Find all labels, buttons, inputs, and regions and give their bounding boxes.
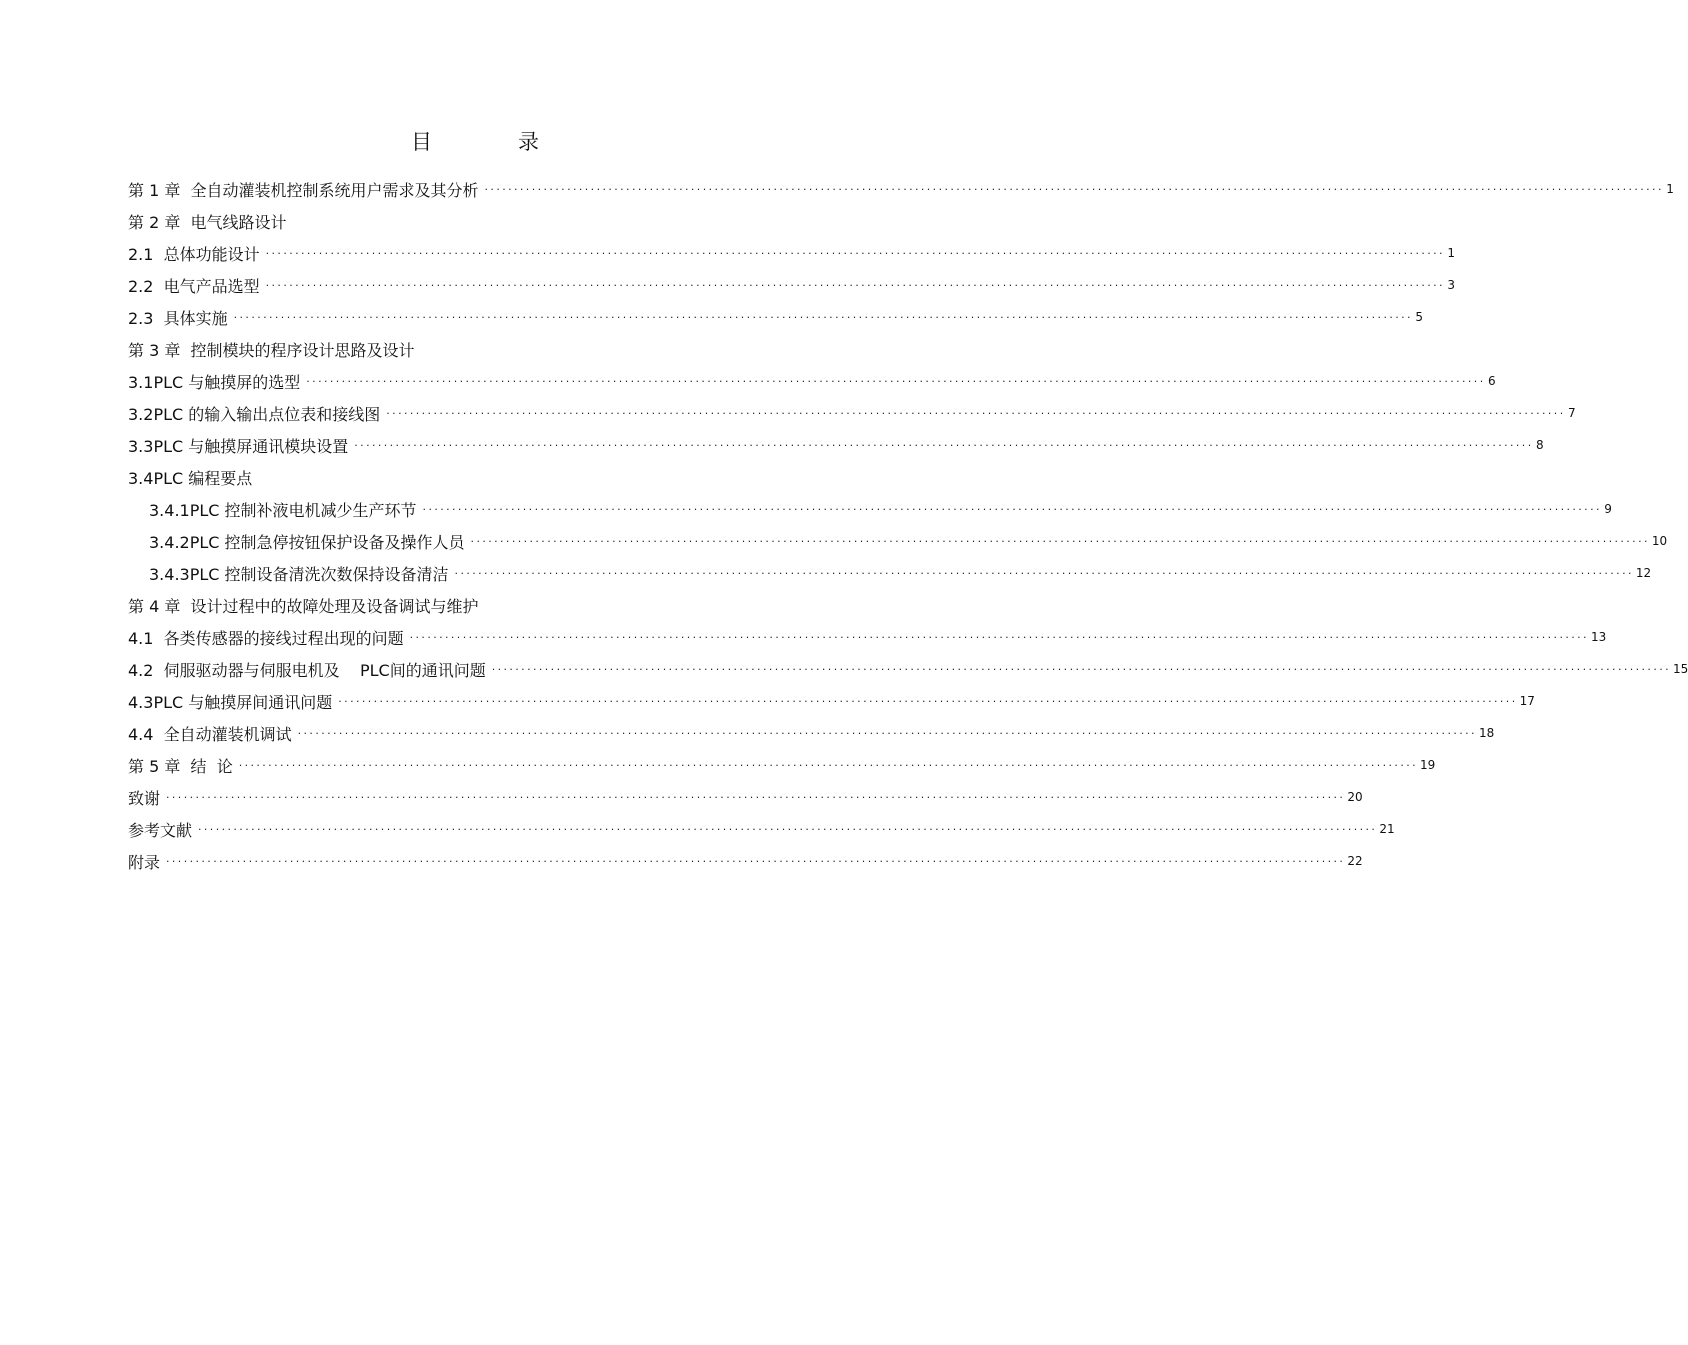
toc-entry-label: 参考文献 [128, 820, 193, 840]
toc-leader-dots: ········································································································································································································ [166, 790, 1346, 804]
toc-entry-label: 第 5 章 结 论 [128, 756, 233, 776]
toc-leader-dots: ········································································································································································································ [265, 246, 1445, 260]
toc-entry[interactable] [128, 653, 1688, 685]
toc-entry-label: 致谢 [128, 788, 161, 808]
toc-entry[interactable] [128, 717, 1495, 749]
toc-entry[interactable] [128, 461, 846, 493]
toc-leader-dots: ········································································································································································································ [354, 438, 1534, 452]
toc-leader-dots: ········································································································································································································ [409, 630, 1589, 644]
toc-leader-dots: ········································································································································································································ [297, 726, 1477, 740]
toc-entry-page-number: 13 [1590, 630, 1607, 644]
toc-entry-page-number: 10 [1651, 534, 1668, 548]
toc-entry[interactable] [128, 557, 1652, 589]
toc-entry-label: 4.2 伺服驱动器与伺服电机及 PLC间的通讯问题 [128, 660, 486, 680]
toc-entry-label: 2.2 电气产品选型 [128, 276, 260, 296]
page-title [0, 126, 950, 156]
toc-entry-page-number: 5 [1415, 310, 1423, 324]
toc-entry-label: 3.4.3PLC 控制设备清洗次数保持设备清洁 [149, 564, 449, 584]
toc-entry[interactable] [128, 301, 1423, 333]
toc-entry-page-number: 1 [1666, 182, 1674, 196]
toc-entry-page-number: 3 [1447, 278, 1455, 292]
toc-entry-page-number: 1 [1447, 246, 1455, 260]
toc-entry-page-number: 22 [1347, 854, 1363, 868]
toc-entry-page-number: 17 [1519, 694, 1535, 708]
toc-entry[interactable] [128, 173, 1674, 205]
toc-entry-label: 2.1 总体功能设计 [128, 244, 260, 264]
toc-entry-label: 3.4.2PLC 控制急停按钮保护设备及操作人员 [149, 532, 465, 552]
toc-entry-page-number: 12 [1635, 566, 1652, 580]
toc-leader-dots: ········································································································································································································ [265, 278, 1445, 292]
toc-entry-label: 3.4.1PLC 控制补液电机减少生产环节 [149, 500, 417, 520]
toc-entry[interactable] [128, 429, 1544, 461]
toc-entry[interactable] [128, 845, 1363, 877]
toc-entry-page-number: 9 [1604, 502, 1612, 516]
toc-entry-page-number: 18 [1478, 726, 1495, 740]
toc-leader-dots: ········································································································································································································ [422, 502, 1602, 516]
toc-entry-page-number: 19 [1420, 758, 1436, 772]
toc-leader-dots: ········································································································································································································ [306, 374, 1486, 388]
toc-entry-label: 3.3PLC 与触摸屏通讯模块设置 [128, 436, 349, 456]
toc-entry[interactable] [128, 813, 1395, 845]
toc-entry[interactable] [128, 205, 846, 237]
toc-entry[interactable] [128, 781, 1363, 813]
title-right-char: 录 [518, 130, 539, 154]
toc-leader-dots: ········································································································································································································ [454, 566, 1634, 580]
toc-entry[interactable] [128, 493, 1612, 525]
toc-entry[interactable] [128, 621, 1607, 653]
toc-entry[interactable] [128, 397, 1576, 429]
toc-entry-label: 第 4 章 设计过程中的故障处理及设备调试与维护 [128, 596, 479, 616]
toc-entry-page-number: 6 [1487, 374, 1496, 388]
toc-entry-label: 第 1 章 全自动灌装机控制系统用户需求及其分析 [128, 180, 479, 200]
toc-entry-page-number: 8 [1535, 438, 1544, 452]
toc-entry[interactable] [128, 749, 1436, 781]
toc-entry-label: 4.3PLC 与触摸屏间通讯问题 [128, 692, 333, 712]
toc-entry-page-number: 15 [1673, 662, 1688, 676]
toc-entry-label: 3.2PLC 的输入输出点位表和接线图 [128, 404, 381, 424]
toc-entry-page-number: 21 [1379, 822, 1395, 836]
toc-entry[interactable] [128, 237, 1455, 269]
toc-entry-label: 4.4 全自动灌装机调试 [128, 724, 292, 744]
toc-leader-dots: ········································································································································································································ [166, 854, 1346, 868]
toc-entry-page-number: 7 [1567, 406, 1576, 420]
toc-entry[interactable] [128, 269, 1455, 301]
toc-entry[interactable] [128, 333, 846, 365]
toc-leader-dots: ········································································································································································································ [470, 534, 1650, 548]
toc-leader-dots: ········································································································································································································ [238, 758, 1419, 772]
toc-entry-label: 3.1PLC 与触摸屏的选型 [128, 372, 301, 392]
toc-entry-label: 第 2 章 电气线路设计 [128, 212, 287, 232]
toc-entry[interactable] [128, 365, 1496, 397]
title-left-char: 目 [411, 130, 432, 154]
toc-entry[interactable] [128, 525, 1668, 557]
toc-entry-label: 4.1 各类传感器的接线过程出现的问题 [128, 628, 404, 648]
toc-leader-dots: ········································································································································································································ [338, 694, 1518, 708]
toc-leader-dots: ········································································································································································································ [386, 406, 1566, 420]
toc-leader-dots: ········································································································································································································ [491, 662, 1672, 676]
toc-entry-label: 2.3 具体实施 [128, 308, 228, 328]
toc-entry[interactable] [128, 589, 846, 621]
toc-leader-dots: ········································································································································································································ [198, 822, 1378, 836]
toc-entry-label: 附录 [128, 852, 161, 872]
toc-entry[interactable] [128, 685, 1535, 717]
toc-entry-label: 3.4PLC 编程要点 [128, 468, 253, 488]
table-of-contents [128, 173, 1688, 877]
toc-leader-dots: ········································································································································································································ [484, 182, 1664, 196]
toc-leader-dots: ········································································································································································································ [233, 310, 1413, 324]
toc-entry-label: 第 3 章 控制模块的程序设计思路及设计 [128, 340, 415, 360]
toc-entry-page-number: 20 [1347, 790, 1363, 804]
